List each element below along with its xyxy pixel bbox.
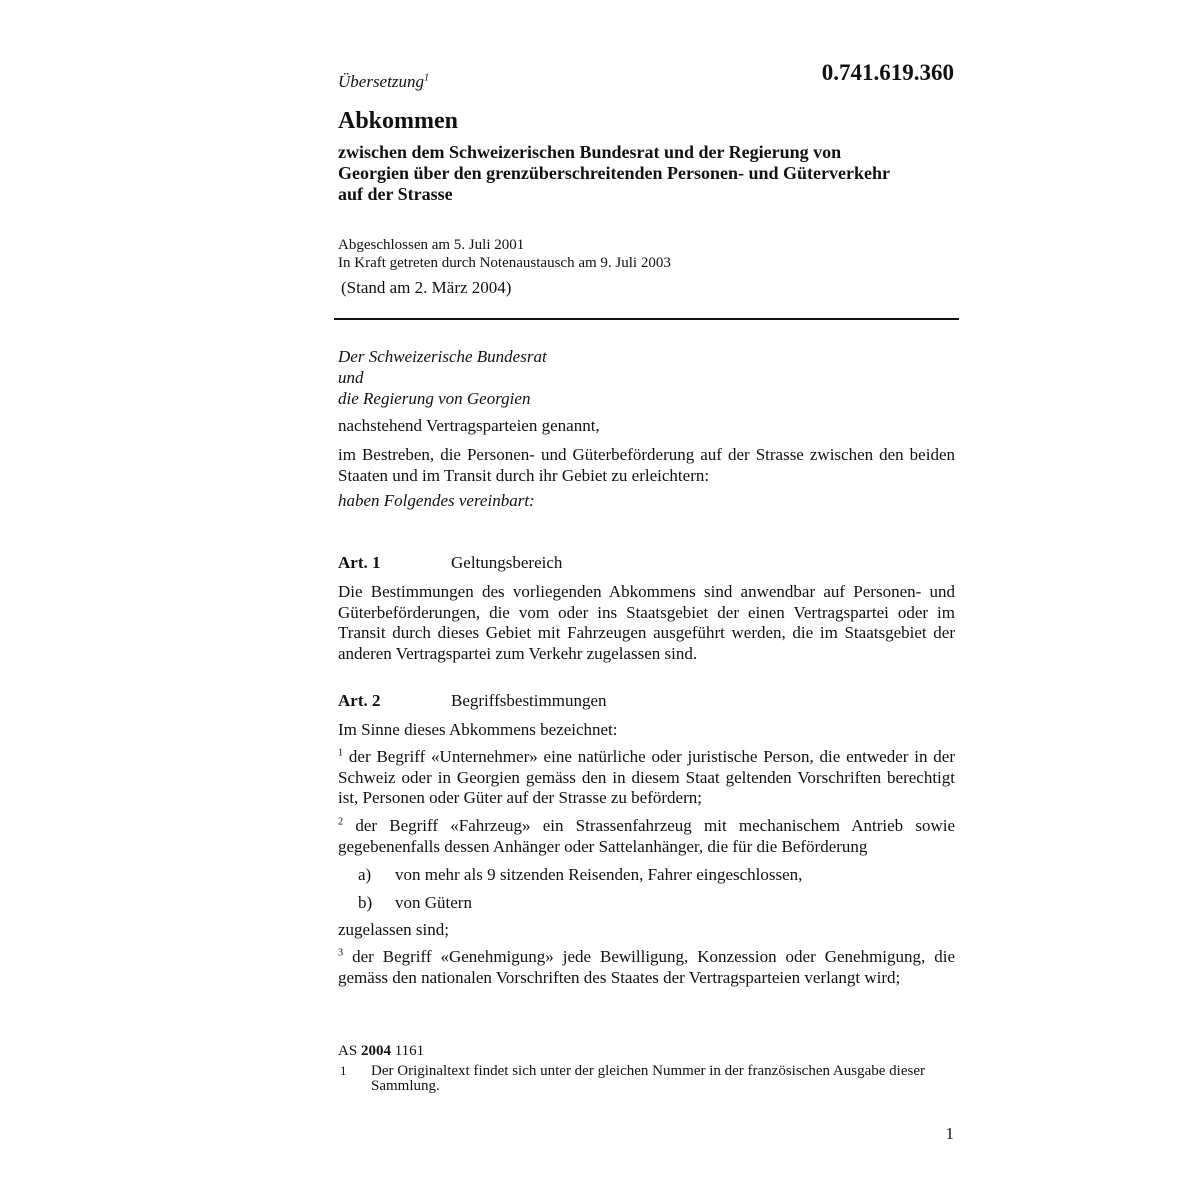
list-item-text: von mehr als 9 sitzenden Reisenden, Fahrer eingeschlossen, — [395, 865, 803, 884]
as-prefix: AS — [338, 1043, 358, 1059]
status-date: (Stand am 2. März 2004) — [341, 278, 512, 297]
footnote-ref-1: 1 — [423, 72, 430, 84]
list-item — [358, 893, 472, 913]
preamble-and: und — [338, 368, 364, 387]
footnote-number: 1 — [340, 1063, 347, 1078]
definition-3-number: 3 — [338, 947, 344, 959]
preamble-designation: nachstehend Vertragsparteien genannt, — [338, 416, 600, 435]
horizontal-rule — [334, 318, 959, 320]
article-2-number: Art. 2 — [338, 691, 381, 710]
list-item-letter: b) — [358, 893, 373, 912]
article-1-text: Die Bestimmungen des vorliegenden Abkommens sind anwendbar auf Personen- und Güterbeförderungen, die vom oder ins Staatsgebiet der einen Vertragspartei oder im Transit durch dieses Gebiet mit Fahrzeugen ausgeführt werden, die im Staatsgebiet der anderen Vertragspartei zum Verkehr zugelassen sind. — [338, 582, 955, 663]
article-1-number: Art. 1 — [338, 553, 381, 572]
translation-label-text: Übersetzung — [338, 72, 424, 91]
footnote-text: Der Originaltext findet sich unter der gleichen Nummer in der französischen Ausgabe dieser Sammlung. — [371, 1063, 925, 1094]
preamble-agreed: haben Folgendes vereinbart: — [338, 491, 535, 510]
list-item — [358, 865, 802, 885]
definition-3-text: der Begriff «Genehmigung» jede Bewilligung, Konzession oder Genehmigung, die gemäss den nationalen Vorschriften des Staates der Vertragsparteien verlangt wird; — [338, 947, 955, 987]
article-2-heading — [338, 691, 607, 711]
document-number: 0.741.619.360 — [821, 60, 954, 85]
definition-1 — [338, 747, 955, 809]
document-title: Abkommen — [338, 108, 459, 134]
page-number: 1 — [945, 1124, 954, 1143]
preamble-intent: im Bestreben, die Personen- und Güterbeförderung auf der Strasse zwischen den beiden Staaten und im Transit durch ihr Gebiet zu erleichtern: — [338, 445, 955, 485]
concluded-date: Abgeschlossen am 5. Juli 2001 — [338, 237, 525, 253]
article-2-title: Begriffsbestimmungen — [451, 691, 607, 710]
list-item-text: von Gütern — [395, 893, 472, 912]
article-1-heading — [338, 553, 562, 573]
definition-2-end: zugelassen sind; — [338, 920, 449, 939]
list-item-letter: a) — [358, 865, 372, 884]
article-2-intro: Im Sinne dieses Abkommens bezeichnet: — [338, 720, 618, 739]
definition-2-number: 2 — [338, 816, 344, 828]
as-year: 2004 — [360, 1043, 391, 1059]
official-collection-reference — [338, 1043, 424, 1060]
definition-2-text: der Begriff «Fahrzeug» ein Strassenfahrzeug mit mechanischem Antrieb sowie gegebenenfalls dessen Anhänger oder Sattelanhänger, die für die Beförderung — [338, 816, 955, 856]
definition-2 — [338, 816, 955, 857]
translation-label — [338, 72, 429, 92]
definition-1-text: der Begriff «Unternehmer» eine natürliche oder juristische Person, die entweder in der Schweiz oder in Georgien gemäss den in diesem Staat geltenden Vorschriften berechtigt ist, Personen oder Güter auf der Strasse zu befördern; — [338, 747, 956, 807]
preamble-party-2: die Regierung von Georgien — [338, 389, 531, 408]
definition-1-number: 1 — [338, 747, 344, 759]
as-page: 1161 — [394, 1043, 425, 1059]
article-1-title: Geltungsbereich — [451, 553, 563, 572]
definition-3 — [338, 947, 955, 988]
in-force-date: In Kraft getreten durch Notenaustausch am 9. Juli 2003 — [338, 255, 671, 271]
document-subtitle: zwischen dem Schweizerischen Bundesrat und der Regierung von Georgien über den grenzüberschreitenden Personen- und Güterverkehr auf der Strasse — [338, 142, 890, 204]
preamble-party-1: Der Schweizerische Bundesrat — [338, 347, 547, 366]
